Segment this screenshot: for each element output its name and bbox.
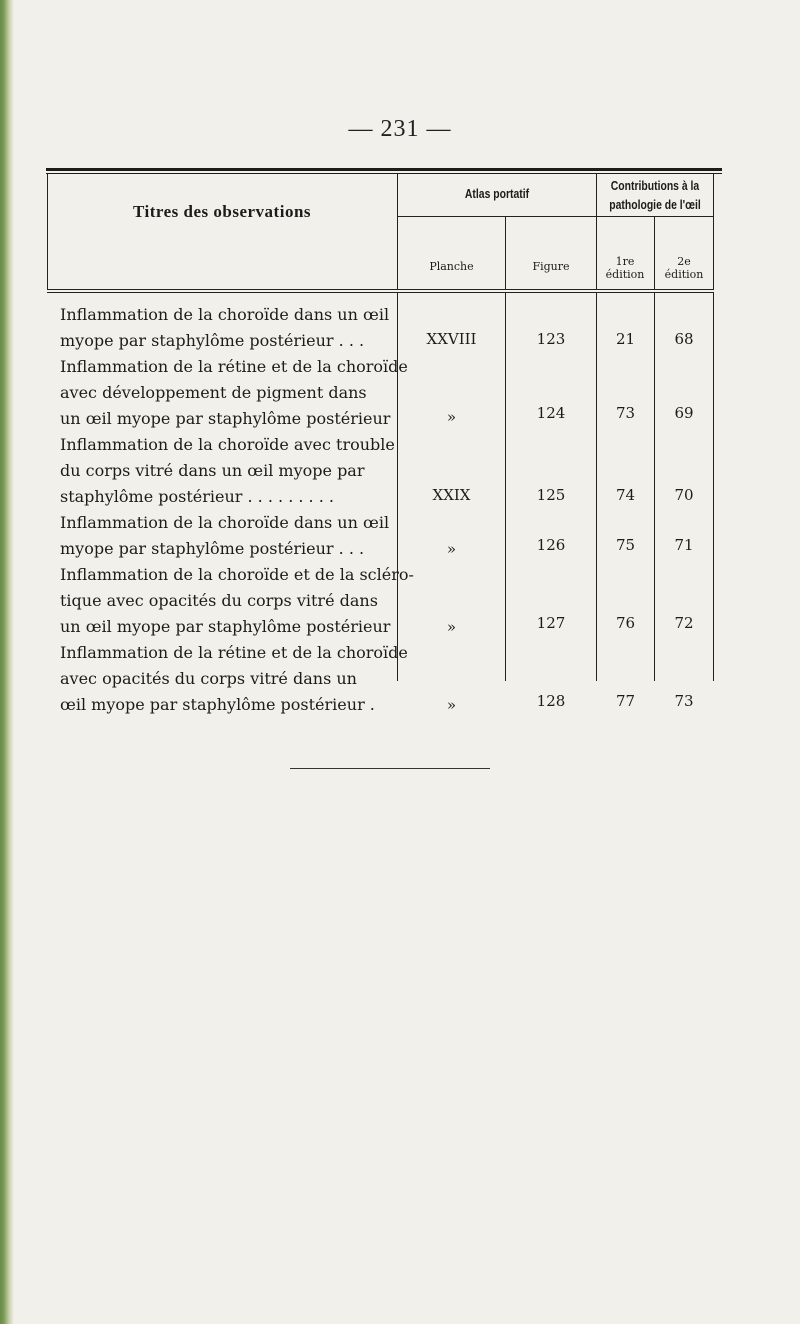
row-3-title: Inflammation de la choroïde avec trouble du corps vitré dans un œil myope par staphylôme postérieur . . . . . . . . .	[60, 435, 395, 506]
page-number: — 231 —	[348, 116, 452, 142]
row-2-figure: 124	[536, 404, 566, 422]
header-atlas: Atlas portatif	[464, 186, 530, 201]
top-rule-thin	[46, 173, 722, 174]
row-4-ed1: 75	[615, 536, 636, 554]
row-6-title: Inflammation de la rétine et de la choroïde avec opacités du corps vitré dans un œil myope par staphylôme postérieur .	[60, 643, 408, 714]
header-planche: Planche	[429, 260, 474, 273]
row-6-ed2: 73	[674, 692, 694, 710]
row-2-planche: »	[446, 408, 457, 426]
header-divider-planche-figure	[505, 216, 506, 290]
row-1-title: Inflammation de la choroïde dans un œil myope par staphylôme postérieur . . .	[60, 305, 390, 350]
body-right-border	[713, 293, 714, 681]
header-titles: Titres des observations	[132, 202, 312, 221]
row-4-ed2: 71	[674, 536, 694, 554]
row-3-figure: 125	[536, 486, 566, 504]
header-right-border	[713, 173, 714, 290]
row-6-ed1: 77	[615, 692, 636, 710]
header-edition-2: 2e édition	[664, 255, 704, 281]
row-5-title: Inflammation de la choroïde et de la scléro- tique avec opacités du corps vitré dans un œil myope par staphylôme postérieur	[60, 565, 414, 636]
header-bottom-rule	[47, 289, 714, 290]
header-figure: Figure	[532, 260, 570, 273]
top-rule-thick	[46, 168, 722, 171]
row-5-planche: »	[446, 618, 457, 636]
row-3-ed1: 74	[615, 486, 636, 504]
row-5-ed2: 72	[674, 614, 694, 632]
book-binding-edge	[0, 0, 14, 1324]
row-1-planche: XXVIII	[426, 330, 477, 348]
row-3-ed2: 70	[674, 486, 694, 504]
row-1-figure: 123	[536, 330, 566, 348]
row-4-figure: 126	[536, 536, 566, 554]
row-2-ed2: 69	[674, 404, 694, 422]
header-contributions: Contributions à la pathologie de l'œil	[609, 178, 701, 212]
row-3-planche: XXIX	[432, 486, 471, 504]
row-4-planche: »	[446, 540, 457, 558]
row-2-ed1: 73	[615, 404, 636, 422]
row-6-figure: 128	[536, 692, 566, 710]
header-left-border	[47, 173, 48, 290]
closing-rule	[290, 768, 490, 769]
row-5-figure: 127	[536, 614, 566, 632]
header-subrule	[397, 216, 713, 217]
row-4-title: Inflammation de la choroïde dans un œil myope par staphylôme postérieur . . .	[60, 513, 390, 558]
header-edition-1: 1re édition	[605, 255, 645, 281]
row-6-planche: »	[446, 696, 457, 714]
row-1-ed1: 21	[615, 330, 636, 348]
row-5-ed1: 76	[615, 614, 636, 632]
row-1-ed2: 68	[674, 330, 694, 348]
header-bottom-rule-double	[47, 292, 714, 293]
header-divider-atlas	[596, 173, 597, 290]
row-2-title: Inflammation de la rétine et de la choroïde avec développement de pigment dans un œil myope par staphylôme postérieur	[60, 357, 408, 428]
header-divider-editions	[654, 216, 655, 290]
